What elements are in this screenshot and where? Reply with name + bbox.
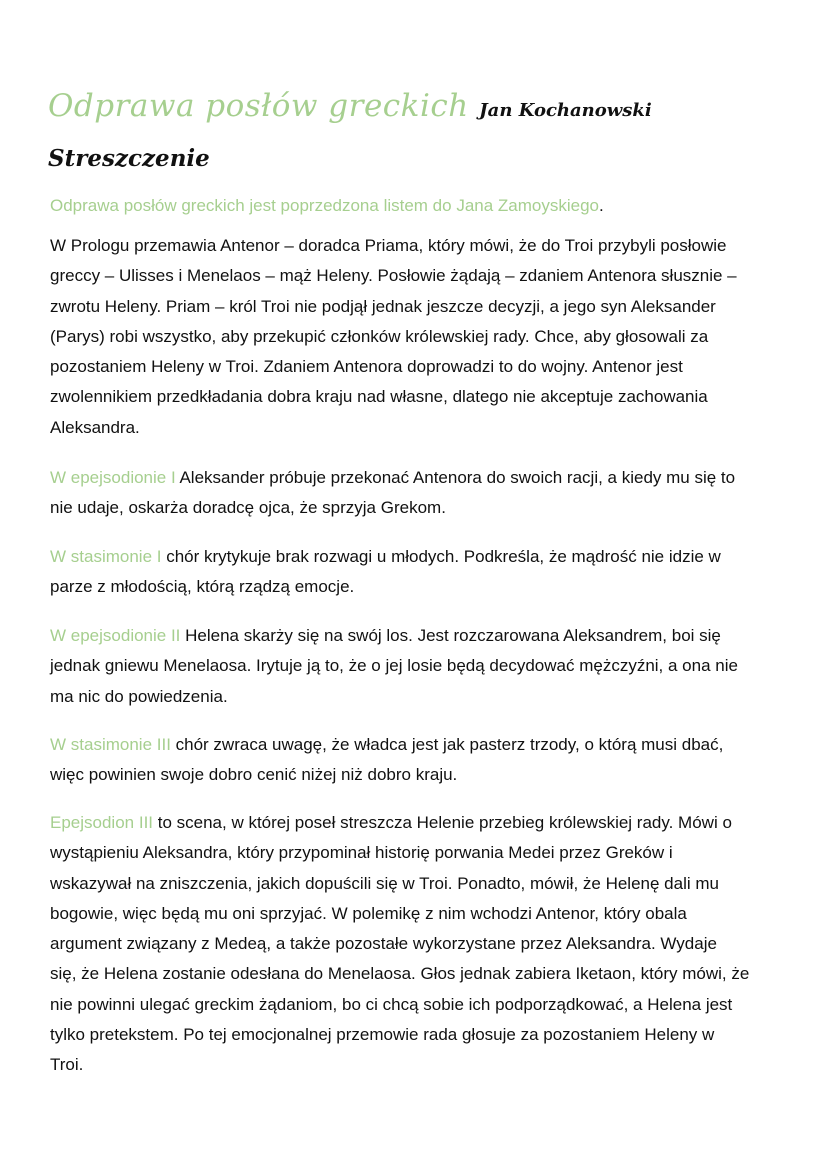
- paragraph-line: [50, 572, 721, 602]
- paragraph-line: [50, 382, 737, 412]
- line-text: Aleksandra.: [50, 417, 140, 437]
- paragraph-line: [50, 413, 737, 443]
- line-text: się, że Helena zostanie odesłana do Menelaosa. Głos jednak zabiera Iketaon, który mówi, że: [50, 964, 750, 984]
- line-text: ma nic do powiedzenia.: [50, 686, 228, 706]
- line-text: zwolennikiem przedkładania dobra kraju nad własne, dlatego nie akceptuje zachowania: [50, 387, 708, 407]
- line-text: pozostaniem Heleny w Troi. Zdaniem Antenora doprowadzi to do wojny. Antenor jest: [50, 357, 683, 377]
- line-text: greccy – Ulisses i Menelaos – mąż Heleny. Posłowie żądają – zdaniem Antenora słusznie –: [50, 266, 737, 286]
- paragraph-line: [50, 463, 735, 493]
- summary-paragraph: [50, 808, 749, 1081]
- summary-paragraph: [50, 621, 738, 712]
- paragraph-line: [50, 730, 723, 760]
- paragraph-line: [50, 929, 749, 959]
- paragraph-line: [50, 352, 737, 382]
- paragraph-line: [50, 682, 738, 712]
- summary-paragraph: [50, 231, 737, 443]
- line-text: W Prologu przemawia Antenor – doradca Priama, który mówi, że do Troi przybyli posłowie: [50, 236, 727, 255]
- paragraph-line: [50, 838, 749, 868]
- paragraph-line: [50, 621, 738, 651]
- paragraph-line: [50, 1020, 749, 1050]
- line-text: Helena skarży się na swój los. Jest rozczarowana Aleksandrem, boi się: [185, 626, 721, 645]
- paragraph-line: [50, 869, 749, 899]
- line-text: chór zwraca uwagę, że władca jest jak pasterz trzody, o którą musi dbać,: [175, 735, 724, 754]
- line-text: tylko pretekstem. Po tej emocjonalnej przemowie rada głosuje za pozostaniem Heleny w: [50, 1025, 715, 1045]
- work-title: Odprawa posłów greckich: [48, 88, 469, 124]
- line-text: wskazywał na zniszczenia, jakich dopuścili się w Troi. Ponadto, mówił, że Helenę dali mu: [50, 873, 719, 893]
- paragraph-line: [50, 990, 749, 1020]
- paragraph-line: [50, 959, 749, 989]
- line-text: parze z młodością, którą rządzą emocje.: [50, 577, 355, 597]
- paragraph-line: [50, 808, 749, 838]
- line-text: to scena, w której poseł streszcza Helenie przebieg królewskiej rady. Mówi o: [157, 813, 732, 832]
- section-heading: Streszczenie: [48, 145, 210, 172]
- line-text: (Parys) robi wszystko, aby przekupić członków królewskiej rady. Chce, aby głosowali za: [50, 326, 709, 346]
- paragraph-line: [50, 760, 723, 790]
- paragraph-line: [50, 292, 737, 322]
- line-text: więc powinien swoje dobro cenić niżej niż dobro kraju.: [50, 765, 458, 785]
- section-lead: Epejsodion III: [50, 813, 158, 832]
- intro-end: .: [599, 196, 604, 215]
- paragraph-line: [50, 231, 737, 261]
- line-text: Aleksander próbuje przekonać Antenora do swoich racji, a kiedy mu się to: [179, 468, 736, 487]
- line-text: bogowie, więc będą mu oni sprzyjać. W polemikę z nim wchodzi Antenor, który obala: [50, 903, 687, 923]
- intro-sentence: [50, 196, 604, 216]
- line-text: nie udaje, oskarża doradcę ojca, że sprzyja Grekom.: [50, 498, 446, 518]
- section-lead: W epejsodionie I: [50, 468, 180, 487]
- line-text: wystąpieniu Aleksandra, który przypominał historię porwania Medei przez Greków i: [50, 843, 673, 863]
- line-text: chór krytykuje brak rozwagi u młodych. Podkreśla, że mądrość nie idzie w: [166, 547, 721, 566]
- line-text: argument związany z Medeą, a także pozostałe wykorzystane przez Aleksandra. Wydaje: [50, 934, 717, 954]
- paragraph-line: [50, 542, 721, 572]
- section-lead: W stasimonie I: [50, 547, 167, 566]
- line-text: Troi.: [50, 1055, 84, 1075]
- intro-text: Odprawa posłów greckich jest poprzedzona listem do Jana Zamoyskiego: [50, 196, 599, 215]
- paragraph-line: [50, 322, 737, 352]
- paragraph-line: [50, 651, 738, 681]
- line-text: jednak gniewu Menelaosa. Irytuje ją to, że o jej losie będą decydować mężczyźni, a ona nie: [50, 656, 738, 676]
- line-text: zwrotu Heleny. Priam – król Troi nie podjął jednak jeszcze decyzji, a jego syn Aleksander: [50, 296, 716, 316]
- summary-paragraph: [50, 542, 721, 603]
- author-name: Jan Kochanowski: [479, 100, 652, 121]
- paragraph-line: [50, 1050, 749, 1080]
- summary-paragraph: [50, 463, 735, 524]
- section-lead: W stasimonie III: [50, 735, 176, 754]
- section-lead: W epejsodionie II: [50, 626, 186, 645]
- document-title: [48, 88, 652, 124]
- line-text: nie powinni ulegać greckim żądaniom, bo ci chcą sobie ich podporządkować, a Helena jest: [50, 994, 733, 1014]
- paragraph-line: [50, 493, 735, 523]
- summary-paragraph: [50, 730, 723, 791]
- paragraph-line: [50, 261, 737, 291]
- paragraph-line: [50, 899, 749, 929]
